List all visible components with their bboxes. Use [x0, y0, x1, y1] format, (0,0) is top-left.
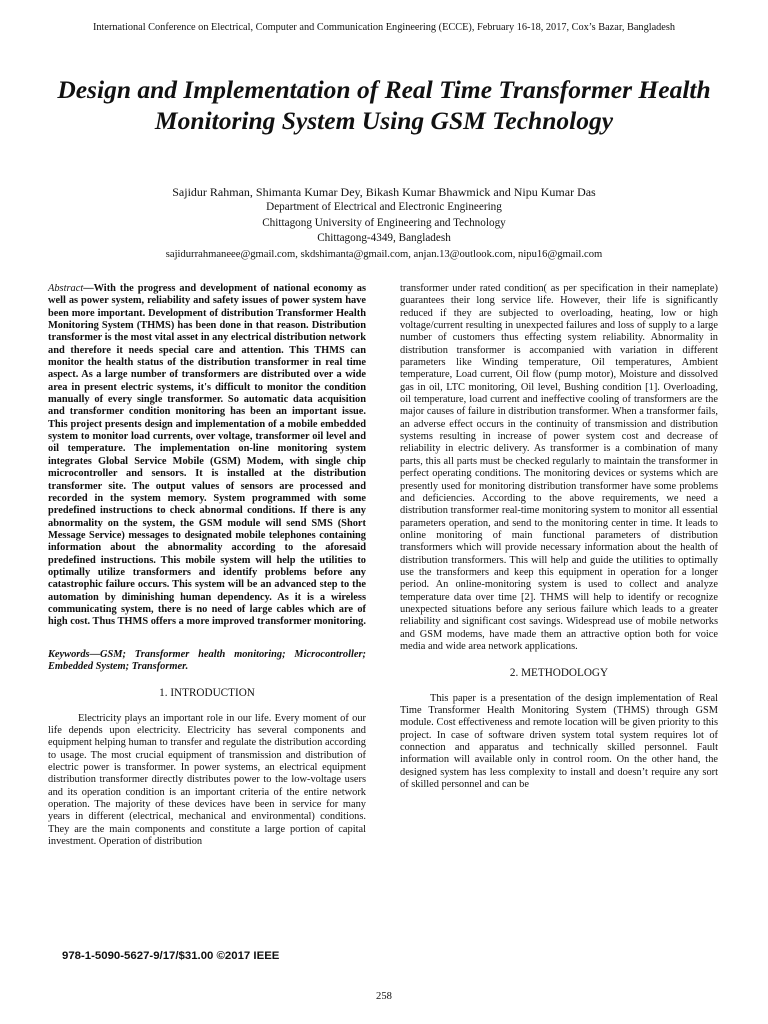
- author-location: Chittagong-4349, Bangladesh: [317, 232, 451, 244]
- abstract-label: Abstract: [48, 283, 84, 294]
- left-column: [48, 283, 366, 848]
- introduction-continued: transformer under rated condition( as per specification in their nameplate) guarantees their long service life. However, their life is significantly reduced if they are subjected to overloading, heating, low or high voltage/current resulting in unexpected failures and loss of supply to a large number of customers thus effecting system reliability. Abnormality in distribution transformer is accompanied with variation in different parameters like Winding temperature, Oil temperatures, Ambient temperature, Load current, Oil flow (pump motor), Moisture and dissolved gas in oil, LTC monitoring, Oil level, Bushing condition [1]. Overloading, oil temperature, load current and ineffective cooling of transformers are the major causes of failure in distribution transformer. When a transformer fails, an adverse effect occurs in the continuity of transmission and distribution systems resulting in increase of power system cost and decrease of reliability in electric delivery. As transformer is a combination of many parts, this all parts must be checked regularly to maintain the transformer in perfect operating conditions. The monitoring devices or systems which are presently used for monitoring distribution transformer have some problems and deficiencies. According to the above requirements, we need a distribution transformer real-time monitoring system to monitor all essential parameters operation, and send to the monitoring center in time. It leads to online monitoring of main functional parameters of distribution transformers which will provide necessary information about the health of distribution transformers. This will help and guide the utilities to optimally use the transformers and keep this equipment in operation for a longer period. An online-monitoring system is used to collect and analyze temperature data over time [2]. THMS will help to identify or recognize unexpected situations before any serious failure which leads to a greater reliability and significant cost savings. Widespread use of mobile networks and GSM modems, have made them an attractive option both for voice media and wide area network applications.: [400, 283, 718, 652]
- page-number: 258: [376, 991, 392, 1002]
- author-department: Department of Electrical and Electronic Engineering: [266, 201, 502, 213]
- conference-header: International Conference on Electrical, Computer and Communication Engineering (ECCE), February 16-18, 2017, Cox’s Bazar, Bangladesh: [92, 22, 676, 33]
- methodology-heading: 2. METHODOLOGY: [509, 667, 609, 680]
- abstract: [48, 283, 366, 629]
- author-emails: sajidurrahmaneee@gmail.com, skdshimanta@gmail.com, anjan.13@outlook.com, nipu16@gmail.com: [165, 248, 603, 260]
- introduction-text: Electricity plays an important role in our life. Every moment of our life depends upon electricity. Electricity has several components and equipment helping human to transfer and regulate the distribution according to usage. The most crucial equipment of transmission and distribution of electric power is transformer. In power systems, an electrical equipment distribution transformer directly distributes power to the low-voltage users and its operation condition is an important criteria of the entire network operation. The majority of these devices have been in service for many years in different (electrical, mechanical and environmental) conditions. They are the main components and constitute a large portion of capital investment. Operation of distribution: [48, 712, 366, 848]
- methodology-text: This paper is a presentation of the design implementation of Real Time Transformer Health Monitoring System (THMS) through GSM module. Cost effectiveness and remote location will be given priority to this project. In case of software driven system total system requires lot of connection and apparatus and technically skilled personnel. Fault information will available only in control room. On the other hand, the designed system has less complexity to install and doesn’t require any sort of skilled personnel and can be: [400, 692, 718, 791]
- author-block: [0, 184, 768, 262]
- abstract-text: —With the progress and development of national economy as well as power system, reliability and safety issues of power system have been more important. Development of distribution Transformer Health Monitoring System (THMS) has been done in that reason. Distribution transformer is the most vital asset in any electrical distribution network and therefore it needs special care and attention. This THMS can monitor the health status of the distribution transformer in real time aspect. As a large number of transformers are distributed over a wide area in present electric systems, it's difficult to monitor the condition manually of every single transformer. So automatic data acquisition and transformer condition monitoring has been an important issue. This project presents design and implementation of a mobile embedded system to monitor load currents, over voltage, transformer oil level and oil temperature. The implementation on-line monitoring system integrates Global Service Mobile (GSM) Modem, with single chip microcontroller and sensors. It is installed at the distribution transformer site. The output values of sensors are processed and recorded in the system memory. System programmed with some predefined instructions to check abnormal conditions. If there is any abnormality on the system, the GSM module will send SMS (Short Message Service) messages to designated mobile telephones containing information about the abnormality according to the aforesaid predefined instructions. This mobile system will help the utilities to optimally utilize transformers and identify problems before any catastrophic failure occurs. This system will be an advanced step to the automation by diminishing human dependency. As it is a wireless communicating system, there is no need of large cables which are of high cost. Thus THMS offers a more improved transformer monitoring.: [48, 283, 366, 628]
- isbn-copyright: 978-1-5090-5627-9/17/$31.00 ©2017 IEEE: [62, 950, 280, 962]
- author-names: Sajidur Rahman, Shimanta Kumar Dey, Bikash Kumar Bhawmick and Nipu Kumar Das: [172, 185, 596, 199]
- author-university: Chittagong University of Engineering and Technology: [262, 216, 506, 229]
- right-column: [400, 283, 718, 791]
- introduction-heading: 1. INTRODUCTION: [159, 687, 255, 700]
- keywords: Keywords—GSM; Transformer health monitoring; Microcontroller; Embedded System; Transformer.: [48, 648, 366, 672]
- paper-title: Design and Implementation of Real Time Transformer Health Monitoring System Using GSM Technology: [57, 75, 711, 135]
